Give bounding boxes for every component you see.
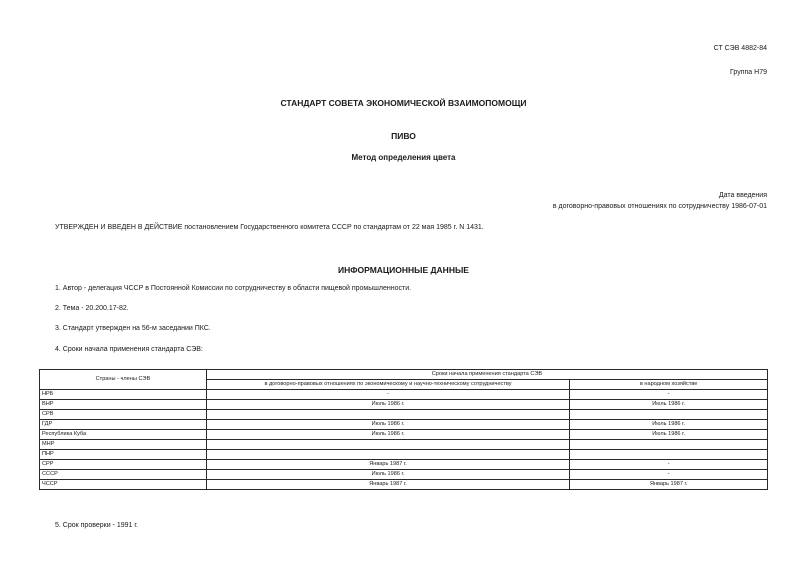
country-cell: Республика Куба xyxy=(40,430,207,440)
table-row xyxy=(40,400,768,410)
country-cell: ЧССР xyxy=(40,480,207,490)
contract-cell xyxy=(206,450,569,460)
economy-cell: Июль 1986 г. xyxy=(570,400,768,410)
contract-cell: Июль 1986 г. xyxy=(206,430,569,440)
country-cell: СРВ xyxy=(40,410,207,420)
standard-code: СТ СЭВ 4882-84 xyxy=(713,45,767,52)
economy-cell xyxy=(570,410,768,420)
info-item-terms: 4. Сроки начала применения стандарта СЭВ: xyxy=(55,346,203,353)
table-row xyxy=(40,430,768,440)
header-economy: в народном хозяйстве xyxy=(570,380,768,390)
economy-cell xyxy=(570,450,768,460)
contract-cell xyxy=(206,440,569,450)
country-cell: НРБ xyxy=(40,390,207,400)
application-terms-table xyxy=(39,369,768,490)
contract-cell: Июль 1986 г. xyxy=(206,470,569,480)
country-cell: ВНР xyxy=(40,400,207,410)
info-item-author: 1. Автор - делегация ЧССР в Постоянной Комиссии по сотрудничеству в области пищевой промышленности. xyxy=(55,285,412,292)
country-cell: МНР xyxy=(40,440,207,450)
table-row xyxy=(40,480,768,490)
economy-cell: - xyxy=(570,390,768,400)
economy-cell: - xyxy=(570,460,768,470)
contract-cell: Июль 1986 г. xyxy=(206,400,569,410)
economy-cell xyxy=(570,440,768,450)
introduction-date-label: Дата введения xyxy=(718,192,767,199)
document-subject: ПИВО xyxy=(391,131,416,141)
table-row xyxy=(40,470,768,480)
table-row xyxy=(40,460,768,470)
contract-cell: Январь 1987 г. xyxy=(206,480,569,490)
header-contract: в договорно-правовых отношениях по экономическому и научно-техническому сотрудничеству xyxy=(206,380,569,390)
contract-cell xyxy=(206,410,569,420)
info-item-topic: 2. Тема - 20.200.17-82. xyxy=(55,305,129,312)
contract-cell: Январь 1987 г. xyxy=(206,460,569,470)
document-title: СТАНДАРТ СОВЕТА ЭКОНОМИЧЕСКОЙ ВЗАИМОПОМОЩИ xyxy=(280,98,527,108)
introduction-date-value: в договорно-правовых отношениях по сотрудничеству 1986-07-01 xyxy=(552,203,767,210)
info-item-approval: 3. Стандарт утвержден на 56-м заседании ПКС. xyxy=(55,325,211,332)
table-row xyxy=(40,450,768,460)
info-heading: ИНФОРМАЦИОННЫЕ ДАННЫЕ xyxy=(338,265,469,275)
country-cell: СРР xyxy=(40,460,207,470)
country-cell: СССР xyxy=(40,470,207,480)
economy-cell: Январь 1987 г. xyxy=(570,480,768,490)
standard-group: Группа Н79 xyxy=(730,69,767,76)
table-row xyxy=(40,390,768,400)
table-row xyxy=(40,420,768,430)
economy-cell: Июль 1986 г. xyxy=(570,420,768,430)
economy-cell: Июль 1986 г. xyxy=(570,430,768,440)
contract-cell: Июль 1986 г. xyxy=(206,420,569,430)
contract-cell: - xyxy=(206,390,569,400)
approval-statement: УТВЕРЖДЕН И ВВЕДЕН В ДЕЙСТВИЕ постановлением Государственного комитета СССР по стандартам от 22 мая 1985 г. N 1431. xyxy=(55,224,484,231)
table-row xyxy=(40,410,768,420)
country-cell: ГДР xyxy=(40,420,207,430)
document-method: Метод определения цвета xyxy=(351,153,456,162)
header-terms-group: Сроки начала применения стандарта СЭВ xyxy=(206,370,767,380)
header-countries: Страны - члены СЭВ xyxy=(40,370,207,390)
table-row xyxy=(40,440,768,450)
economy-cell: - xyxy=(570,470,768,480)
info-item-review: 5. Срок проверки - 1991 г. xyxy=(55,522,138,529)
country-cell: ПНР xyxy=(40,450,207,460)
